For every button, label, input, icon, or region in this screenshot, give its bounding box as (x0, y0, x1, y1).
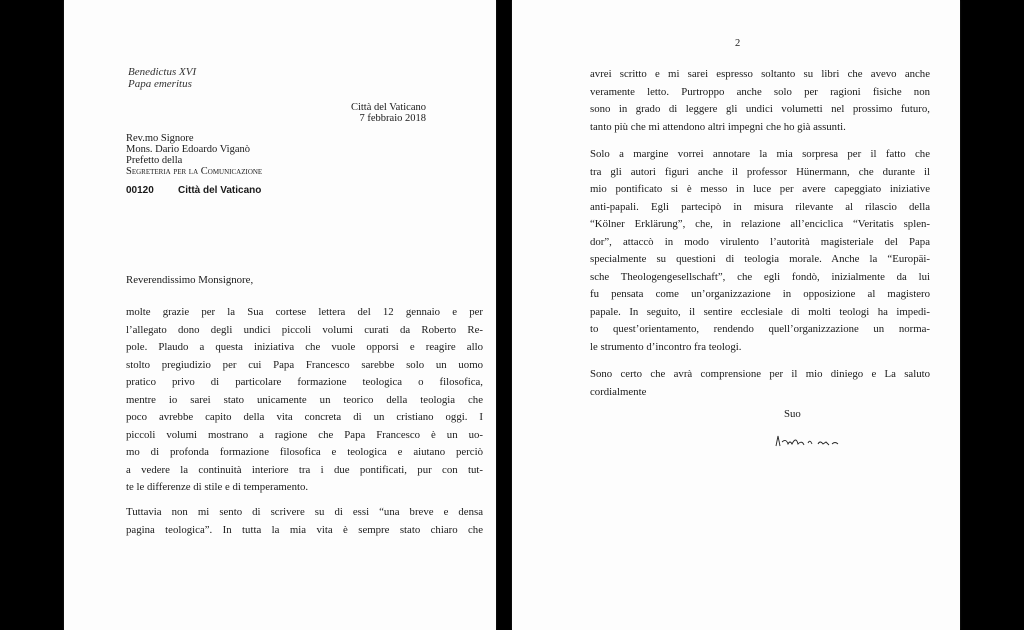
p2-para2-line: mio pontificato si è messo in luce per avere capeggiato iniziative (590, 183, 930, 195)
p2-para2-line: tra gli autori figuri anche il professor Hünermann, che durante il (590, 165, 930, 178)
p2-para2-line: fu pensata come un’organizzazione in opposizione al magistero (590, 288, 930, 300)
date: 7 febbraio 2018 (359, 113, 426, 124)
signature-scribble (774, 432, 844, 450)
signature-text (774, 432, 780, 433)
p1-line: mentre io sarei stato unicamente un teorico della teologia che (126, 393, 483, 406)
p2-para3-line: cordialmente (590, 385, 647, 398)
signature (774, 432, 844, 450)
recipient-line-2: Mons. Dario Edoardo Viganò (126, 144, 250, 155)
p2-para1-line: avrei scritto e mi sarei espresso soltanto su libri che avevo anche (590, 68, 930, 80)
letter-page-1 (64, 0, 496, 630)
p2-para2-line: anti-papali. Egli partecipò in misura rilevante al rilascio della (590, 200, 930, 213)
p2-para1-line: tanto più che mi attendono altri impegni che ho già assunti. (590, 120, 846, 133)
p2-para1-line: sono in grado di leggere gli undici volumetti nel prossimo futuro, (590, 103, 930, 115)
p2-para2-line: dor”, attaccò in modo virulento l’autorità magisteriale del Papa (590, 235, 930, 248)
p2-para2-line: sche Theologengesellschaft”, che egli fondò, inizialmente da lui (590, 270, 930, 283)
p1-line: a vedere la continuità interiore tra i due pontificati, pur con tut- (126, 463, 483, 476)
sender-title: Papa emeritus (128, 78, 192, 90)
p1-line: pole. Plaudo a questa iniziativa che vuole opporsi e reagire allo (126, 341, 483, 353)
p1-line: poco avrebbe capito della vita concreta di un cristiano oggi. I (126, 411, 483, 423)
p2-para2-line: “Kölner Erklärung”, che, in relazione all’enciclica “Veritatis splen- (590, 218, 930, 230)
recipient-line-1: Rev.mo Signore (126, 133, 194, 144)
p1-line: mo di profonda formazione filosofica e teologica e aiutano perciò (126, 446, 483, 458)
postal-city: Città del Vaticano (178, 185, 262, 196)
p2-para2-line: specialmente su questioni di teologia morale. Anche la “Europäi- (590, 253, 930, 265)
p1-line: l’allegato dono degli undici piccoli volumi curati da Roberto Re- (126, 323, 483, 336)
p2-para2-line: le strumento d’incontro fra teologi. (590, 340, 742, 353)
p2-line: Tuttavia non mi sento di scrivere su di essi “una breve e densa (126, 506, 483, 518)
p1-line: molte grazie per la Sua cortese lettera del 12 gennaio e per (126, 306, 483, 318)
recipient-line-3: Prefetto della (126, 155, 183, 166)
salutation: Reverendissimo Monsignore, (126, 274, 254, 286)
p2-para2-line: Solo a margine vorrei annotare la mia sorpresa per il fatto che (590, 148, 930, 160)
place: Città del Vaticano (350, 102, 426, 113)
p2-para3-line: Sono certo che avrà comprensione per il mio diniego e La saluto (590, 368, 930, 380)
p1-line: te le differenze di stile e di temperamento. (126, 481, 309, 493)
letter-page-2 (512, 0, 960, 630)
p1-line: piccoli volumi mostrano a ragione che Papa Francesco è un uo- (126, 428, 483, 441)
page-number: 2 (735, 38, 741, 49)
p2-para2-line: papale. In seguito, il sentire ecclesiale di molti teologi ha impedi- (590, 305, 930, 318)
postal-code: 00120 (126, 185, 154, 196)
recipient-line-4: Segreteria per la Comunicazione (126, 166, 263, 177)
p1-line: pratico privo di particolare formazione teologica o filosofica, (126, 376, 483, 388)
p2-para1-line: veramente letto. Purtroppo anche solo per ragioni fisiche non (590, 85, 930, 98)
p2-para2-line: to quest’orientamento, rendendo quell’organizzazione un norma- (590, 323, 930, 335)
closing: Suo (784, 408, 801, 420)
p2-line: pagina teologica”. In tutta la mia vita è sempre stato chiaro che (126, 523, 483, 536)
p1-line: stolto pregiudizio per cui Papa Francesco sarebbe solo un uomo (126, 358, 483, 371)
sender-name: Benedictus XVI (128, 66, 197, 78)
